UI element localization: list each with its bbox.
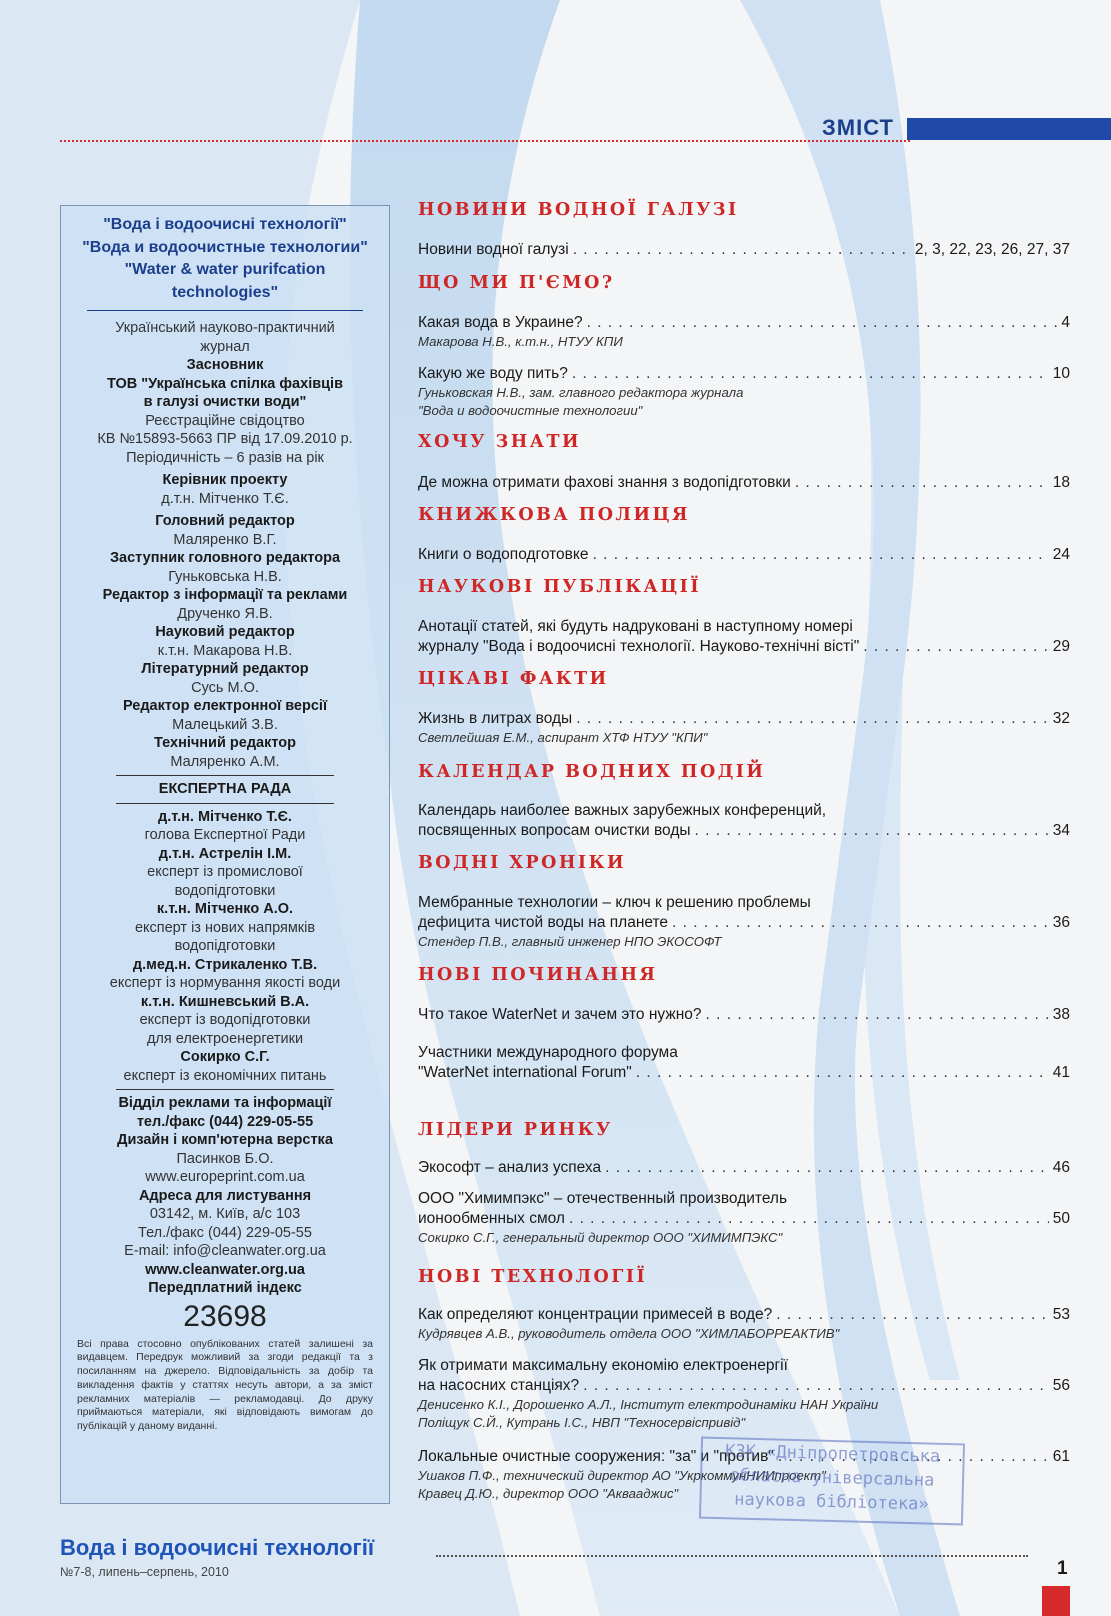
- expert-role: для електроенергетики: [146, 1030, 304, 1047]
- toc-entry[interactable]: [418, 893, 1070, 951]
- masthead-box: [60, 205, 390, 1504]
- expert-role: експерт із нормування якості води: [109, 975, 341, 991]
- founder-label: Засновник: [186, 357, 264, 373]
- toc-entry[interactable]: [418, 473, 1070, 493]
- toc-entry[interactable]: [418, 1356, 1070, 1431]
- entry-page: 29: [1052, 638, 1070, 655]
- toc-entry[interactable]: [418, 1305, 1070, 1343]
- staff-name: Маляренко А.М.: [170, 753, 280, 770]
- section-heading: ЩО МИ П'ЄМО?: [418, 273, 615, 293]
- subscription-index: 23698: [183, 1299, 267, 1333]
- page-number: 1: [1057, 1558, 1068, 1579]
- section-heading: КАЛЕНДАР ВОДНИХ ПОДІЙ: [418, 762, 766, 782]
- expert-role: водопідготовки: [174, 882, 276, 899]
- toc-entry[interactable]: [418, 1189, 1070, 1247]
- entry-authors: Ушаков П.Ф., технический директор АО "УкркоммунНИИпроект": [418, 1468, 826, 1483]
- entry-title: Як отримати максимальну економію електроенергії: [418, 1357, 788, 1374]
- entry-title: Экософт – анализ успеха: [418, 1159, 602, 1176]
- staff-name: Малецький З.В.: [172, 716, 278, 733]
- toc-entry[interactable]: [418, 617, 1070, 657]
- entry-authors: Гуньковская Н.В., зам. главного редактора журнала: [418, 385, 744, 400]
- footer-red-tab: [1042, 1586, 1070, 1616]
- entry-authors: Сокирко С.Г., генеральный директор ООО "ХИМИМПЭКС": [418, 1230, 783, 1245]
- entry-page: 41: [1052, 1064, 1070, 1081]
- footer-journal-title: Вода і водоочисні технології: [60, 1535, 375, 1560]
- entry-title: Де можна отримати фахові знання з водопідготовки: [418, 474, 791, 491]
- entry-page: 36: [1052, 914, 1070, 931]
- entry-authors: Кудрявцев А.В., руководитель отдела ООО "ХИМЛАБОРРЕАКТИВ": [418, 1326, 840, 1341]
- journal-title-line: "Water & water purifcation: [124, 261, 326, 278]
- footer-dotted-rule: [436, 1555, 1028, 1557]
- expert-role: голова Експертної Ради: [144, 827, 306, 843]
- toc-entry[interactable]: [418, 1158, 1070, 1178]
- staff-name: д.т.н. Мітченко Т.Є.: [161, 490, 289, 507]
- section-heading: НОВІ ТЕХНОЛОГІЇ: [418, 1267, 648, 1287]
- entry-authors: Стендер П.В., главный инженер НПО ЭКОСОФТ: [418, 934, 722, 949]
- website-link[interactable]: www.cleanwater.org.ua: [145, 1261, 305, 1278]
- staff-name: Сусь М.О.: [191, 679, 259, 696]
- staff-role: Керівник проекту: [162, 472, 288, 488]
- journal-title-line: "Вода и водоочистные технологии": [82, 238, 368, 256]
- toc-entry[interactable]: [418, 1043, 1070, 1083]
- expert-name: д.т.н. Мітченко Т.Є.: [158, 808, 292, 825]
- section-heading: КНИЖКОВА ПОЛИЦЯ: [418, 505, 690, 525]
- staff-role: Літературний редактор: [141, 661, 309, 677]
- section-heading: НАУКОВІ ПУБЛІКАЦІЇ: [418, 577, 702, 597]
- toc-entry[interactable]: [418, 364, 1070, 419]
- section-heading: ЦІКАВІ ФАКТИ: [418, 669, 609, 689]
- library-stamp: [699, 1437, 965, 1526]
- entry-authors: Светлейшая Е.М., аспирант ХТФ НТУУ "КПИ": [418, 730, 708, 745]
- entry-title: Календарь наиболее важных зарубежных конференций,: [418, 802, 827, 819]
- subscription-label: Передплатний індекс: [148, 1280, 302, 1296]
- entry-page: 50: [1052, 1210, 1070, 1227]
- expert-name: Сокирко С.Г.: [180, 1049, 270, 1065]
- entry-page: 34: [1052, 822, 1070, 839]
- expert-name: к.т.н. Мітченко А.О.: [156, 901, 294, 917]
- staff-role: Головний редактор: [155, 513, 295, 529]
- entry-page: 46: [1052, 1159, 1070, 1176]
- staff-name: Гуньковська Н.В.: [168, 568, 282, 585]
- journal-title-line: technologies": [171, 283, 279, 301]
- staff-role: Науковий редактор: [155, 624, 295, 640]
- entry-title: Локальные очистные сооружения: "за" и "против": [418, 1448, 774, 1465]
- entry-title: Участники международного форума: [418, 1044, 678, 1061]
- entry-title: дефицита чистой воды на планете: [418, 914, 669, 931]
- section-heading: ВОДНІ ХРОНІКИ: [418, 853, 627, 873]
- staff-role: Технічний редактор: [154, 735, 296, 751]
- journal-title-line: "Вода і водоочисні технології": [103, 216, 347, 233]
- expert-role: експерт із промислової: [147, 864, 303, 880]
- entry-authors: "Вода и водоочистные технологии": [418, 402, 643, 418]
- address-line: 03142, м. Київ, а/с 103: [149, 1206, 301, 1222]
- rights-notice: Всі права стосовно опублікованих статей залишені за видавцем. Передрук можливий за згоди редакції та з посиланням на джерело. Відповідальність за добір та викладення фактів у статтях несуть автори, а за зміст рекламних матеріалів — рекламодавці. До друку приймаються матеріали, які відповідають вимогам до публікацій у даному виданні.: [77, 1337, 373, 1433]
- design-name: Пасинков Б.О.: [176, 1150, 274, 1167]
- toc-entry[interactable]: [418, 801, 1070, 841]
- entry-page: 32: [1052, 710, 1070, 727]
- staff-role: Заступник головного редактора: [109, 550, 341, 566]
- entry-page: 2, 3, 22, 23, 26, 27, 37: [914, 241, 1070, 258]
- section-heading: ЛІДЕРИ РИНКУ: [418, 1120, 613, 1140]
- page-title: ЗМІСТ: [822, 115, 894, 140]
- toc-entry[interactable]: [418, 1005, 1070, 1025]
- entry-title: на насосних станціях?: [418, 1377, 580, 1394]
- entry-title: Мембранные технологии – ключ к решению проблемы: [418, 894, 811, 911]
- design-label: Дизайн і комп'ютерна верстка: [117, 1132, 333, 1148]
- stamp-line: обласна універсальна: [729, 1465, 935, 1491]
- address-line: Тел./факс (044) 229-05-55: [138, 1224, 312, 1241]
- entry-page: 24: [1052, 546, 1070, 563]
- entry-title: посвященных вопросам очистки воды: [418, 822, 691, 839]
- entry-authors: Денисенко К.І., Дорошенко А.Л., Інститут електродинаміки НАН України: [418, 1397, 879, 1412]
- entry-page: 56: [1052, 1377, 1070, 1394]
- staff-role: Редактор з інформації та реклами: [102, 587, 348, 603]
- entry-title: ионообменных смол: [418, 1210, 565, 1227]
- address-label: Адреса для листування: [138, 1187, 312, 1204]
- toc-entry[interactable]: [418, 545, 1070, 565]
- founder-name: ТОВ "Українська спілка фахівців: [107, 375, 343, 392]
- journal-desc: журнал: [200, 338, 250, 355]
- section-heading: ХОЧУ ЗНАТИ: [418, 432, 582, 452]
- ads-phone: тел./факс (044) 229-05-55: [136, 1113, 314, 1130]
- entry-title: Что такое WaterNet и зачем это нужно?: [418, 1006, 702, 1023]
- section-heading: НОВИНИ ВОДНОЇ ГАЛУЗІ: [418, 200, 739, 220]
- founder-name: в галузі очистки води": [143, 394, 307, 410]
- toc-entry[interactable]: [418, 709, 1070, 747]
- staff-name: к.т.н. Макарова Н.В.: [157, 642, 293, 659]
- header-dotted-rule: [60, 140, 910, 142]
- entry-authors: Поліщук С.Й., Кутрань І.С., НВП "Техносервіспривід": [418, 1414, 746, 1430]
- journal-titles: [61, 206, 389, 304]
- entry-title: ООО "Химимпэкс" – отечественный производитель: [418, 1190, 788, 1207]
- footer-issue: №7-8, липень–серпень, 2010: [60, 1565, 229, 1579]
- entry-page: 10: [1052, 365, 1070, 382]
- entry-page: 53: [1052, 1306, 1070, 1323]
- entry-title: Как определяют концентрации примесей в воде?: [418, 1306, 773, 1323]
- stamp-line: КЗК «Дніпропетровська: [725, 1441, 941, 1467]
- entry-title: Какая вода в Украине?: [418, 314, 583, 331]
- expert-name: д.мед.н. Стрикаленко Т.В.: [132, 956, 318, 973]
- section-heading: НОВІ ПОЧИНАННЯ: [418, 965, 658, 985]
- expert-role: експерт із нових напрямків: [134, 919, 316, 936]
- staff-name: Друченко Я.В.: [177, 605, 273, 622]
- stamp-line: наукова бібліотека»: [733, 1489, 929, 1515]
- entry-page: 18: [1052, 474, 1070, 491]
- entry-title: Книги о водоподготовке: [418, 546, 589, 563]
- registration-line: Періодичність – 6 разів на рік: [126, 449, 324, 466]
- entry-title: "WaterNet international Forum": [418, 1064, 632, 1081]
- staff-name: Маляренко В.Г.: [173, 531, 277, 548]
- entry-page: 38: [1052, 1006, 1070, 1023]
- entry-title: Какую же воду пить?: [418, 365, 568, 382]
- expert-council-title: ЕКСПЕРТНА РАДА: [158, 781, 292, 797]
- entry-title: журналу "Вода і водоочисні технології. Науково-технічні вісті": [418, 638, 860, 655]
- ads-label: Відділ реклами та інформації: [118, 1095, 332, 1111]
- entry-title: Анотації статей, які будуть надруковані в наступному номері: [418, 618, 853, 635]
- entry-title: Жизнь в литрах воды: [418, 710, 573, 727]
- staff-role: Редактор електронної версії: [122, 698, 328, 714]
- registration-line: КВ №15893-5663 ПР від 17.09.2010 р.: [97, 431, 353, 447]
- design-site-link[interactable]: www.europeprint.com.ua: [145, 1169, 305, 1185]
- expert-name: д.т.н. Астрелін І.М.: [158, 845, 292, 862]
- toc-entry[interactable]: [418, 240, 1070, 260]
- expert-name: к.т.н. Кишневський В.А.: [140, 993, 310, 1010]
- entry-authors: Макарова Н.В., к.т.н., НТУУ КПИ: [418, 334, 623, 349]
- entry-page: 61: [1052, 1448, 1070, 1465]
- header-accent-bar: [907, 118, 1111, 140]
- expert-role: водопідготовки: [174, 938, 276, 954]
- email-link[interactable]: E-mail: info@cleanwater.org.ua: [124, 1243, 326, 1259]
- entry-page: 4: [1061, 314, 1070, 331]
- expert-role: експерт із економічних питань: [123, 1067, 327, 1084]
- registration-line: Реєстраційне свідоцтво: [145, 412, 305, 429]
- journal-desc: Український науково-практичний: [115, 320, 335, 336]
- entry-authors: Кравец Д.Ю., директор ООО "Аквааджис": [418, 1485, 679, 1501]
- entry-title: Новини водної галузі: [418, 241, 569, 258]
- toc-entry[interactable]: [418, 313, 1070, 351]
- expert-role: експерт із водопідготовки: [139, 1012, 311, 1028]
